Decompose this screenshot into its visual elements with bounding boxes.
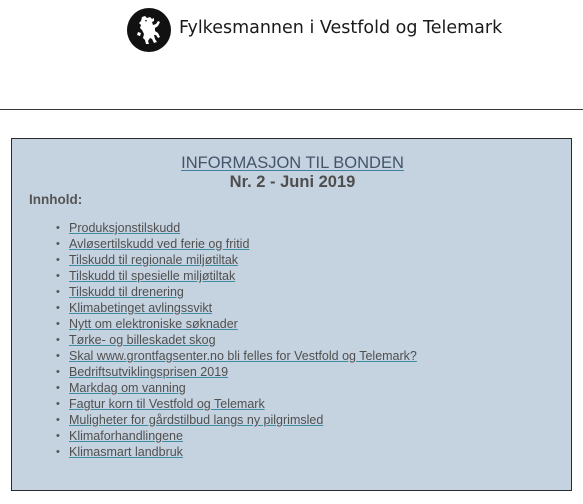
toc-item — [56, 348, 417, 364]
toc-item — [56, 364, 417, 380]
bullet-icon: • — [56, 350, 60, 362]
bullet-icon: • — [56, 222, 60, 234]
bullet-icon: • — [56, 382, 60, 394]
toc-item — [56, 380, 417, 396]
newsletter-issue: Nr. 2 - Juni 2019 — [229, 173, 356, 191]
org-name[interactable]: Fylkesmannen i Vestfold og Telemark — [179, 18, 503, 38]
bullet-icon: • — [56, 366, 60, 378]
toc-link[interactable]: Markdag om vanning — [69, 381, 186, 395]
toc-item — [56, 284, 417, 300]
toc-link[interactable]: Tilskudd til spesielle miljøtiltak — [69, 269, 236, 283]
toc-link[interactable]: Muligheter for gårdstilbud langs ny pilgrimsled — [69, 413, 324, 427]
bullet-icon: • — [56, 302, 60, 314]
toc-item — [56, 300, 417, 316]
toc-link[interactable]: Bedriftsutviklingsprisen 2019 — [69, 365, 229, 379]
bullet-icon: • — [56, 254, 60, 266]
toc-link[interactable]: Fagtur korn til Vestfold og Telemark — [69, 397, 265, 411]
bullet-icon: • — [56, 398, 60, 410]
toc-item — [56, 316, 417, 332]
bullet-icon: • — [56, 270, 60, 282]
newsletter-title[interactable]: INFORMASJON TIL BONDEN — [181, 154, 404, 172]
toc-item — [56, 412, 417, 428]
coat-of-arms-lion-icon[interactable] — [127, 8, 171, 52]
bullet-icon: • — [56, 414, 60, 426]
toc-list — [56, 220, 417, 460]
toc-link[interactable]: Tilskudd til drenering — [69, 285, 184, 299]
toc-link[interactable]: Klimabetinget avlingssvikt — [69, 301, 213, 315]
toc-item — [56, 252, 417, 268]
toc-link[interactable]: Nytt om elektroniske søknader — [69, 317, 238, 331]
bullet-icon: • — [56, 286, 60, 298]
toc-item — [56, 268, 417, 284]
toc-item — [56, 444, 417, 460]
toc-item — [56, 220, 417, 236]
toc-link[interactable]: Tilskudd til regionale miljøtiltak — [69, 253, 239, 267]
toc-item — [56, 236, 417, 252]
toc-link[interactable]: Produksjonstilskudd — [69, 221, 181, 235]
site-header — [0, 0, 583, 110]
toc-item — [56, 332, 417, 348]
toc-item — [56, 428, 417, 444]
toc-link[interactable]: Avløsertilskudd ved ferie og fritid — [69, 237, 250, 251]
bullet-icon: • — [56, 430, 60, 442]
toc-link[interactable]: Tørke- og billeskadet skog — [69, 333, 216, 347]
bullet-icon: • — [56, 238, 60, 250]
newsletter-panel — [11, 138, 572, 491]
toc-link[interactable]: Klimaforhandlingene — [69, 429, 183, 443]
bullet-icon: • — [56, 446, 60, 458]
toc-heading: Innhold: — [29, 192, 83, 207]
toc-item — [56, 396, 417, 412]
bullet-icon: • — [56, 334, 60, 346]
toc-link[interactable]: Klimasmart landbruk — [69, 445, 183, 459]
bullet-icon: • — [56, 318, 60, 330]
toc-link[interactable]: Skal www.grontfagsenter.no bli felles for Vestfold og Telemark? — [69, 349, 417, 363]
